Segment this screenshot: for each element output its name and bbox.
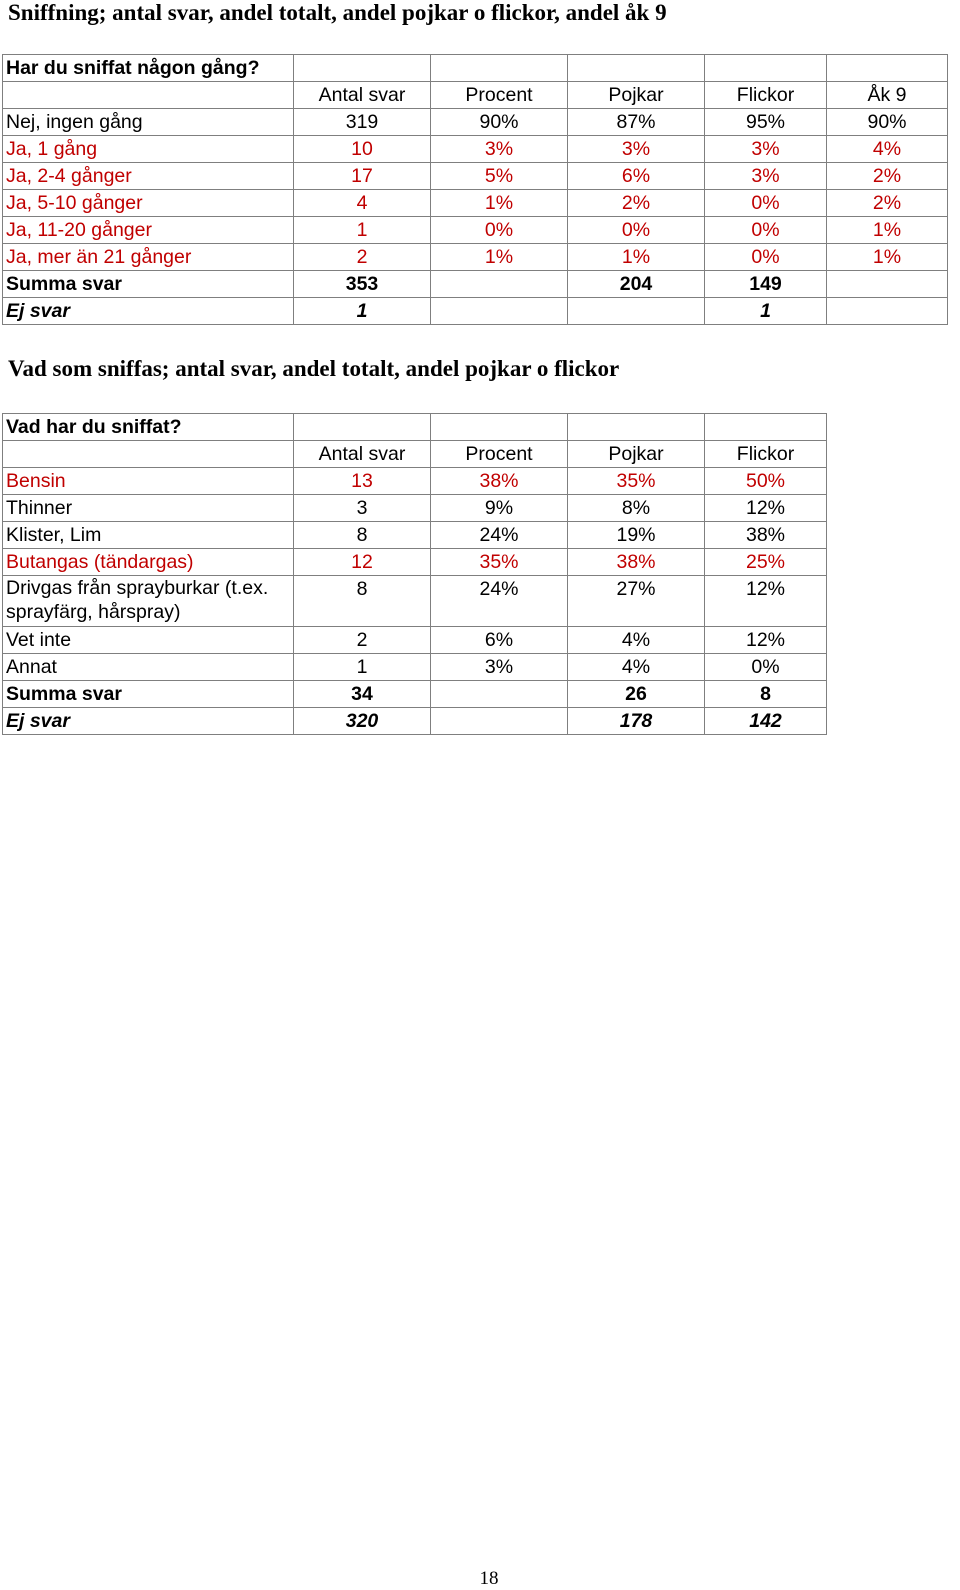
cell-pojkar: 27% bbox=[568, 576, 705, 627]
table-row bbox=[3, 136, 948, 163]
cell-pojkar: 204 bbox=[568, 271, 705, 298]
cell-ak9 bbox=[827, 271, 948, 298]
table2-title: Vad som sniffas; antal svar, andel totalt, andel pojkar o flickor bbox=[8, 356, 620, 381]
cell-procent: 24% bbox=[431, 522, 568, 549]
row-label: Ja, 2-4 gånger bbox=[3, 163, 294, 190]
row-label: Vet inte bbox=[3, 627, 294, 654]
row-label: Drivgas från sprayburkar (t.ex. sprayfärg, hårspray) bbox=[3, 576, 294, 627]
row-label: Annat bbox=[3, 654, 294, 681]
cell-pojkar: 38% bbox=[568, 549, 705, 576]
cell-antal: 320 bbox=[294, 708, 431, 735]
cell-pojkar: 4% bbox=[568, 654, 705, 681]
cell-procent: 3% bbox=[431, 654, 568, 681]
row-label: Ja, 1 gång bbox=[3, 136, 294, 163]
row-label: Ja, 11-20 gånger bbox=[3, 217, 294, 244]
table-row bbox=[3, 549, 827, 576]
cell-antal: 34 bbox=[294, 681, 431, 708]
cell-flickor: 3% bbox=[705, 136, 827, 163]
cell-antal: 4 bbox=[294, 190, 431, 217]
table-row bbox=[3, 109, 948, 136]
cell-antal: 319 bbox=[294, 109, 431, 136]
cell-flickor: 38% bbox=[705, 522, 827, 549]
cell-antal: 2 bbox=[294, 244, 431, 271]
cell-pojkar: 19% bbox=[568, 522, 705, 549]
cell-antal: 3 bbox=[294, 495, 431, 522]
row-label: Thinner bbox=[3, 495, 294, 522]
column-header: Antal svar bbox=[294, 82, 431, 109]
ejsvar-row bbox=[3, 708, 827, 735]
cell-flickor: 12% bbox=[705, 576, 827, 627]
cell-ak9: 2% bbox=[827, 163, 948, 190]
cell-procent: 1% bbox=[431, 190, 568, 217]
row-label: Summa svar bbox=[3, 681, 294, 708]
cell-flickor: 142 bbox=[705, 708, 827, 735]
row-label: Ej svar bbox=[3, 298, 294, 325]
cell-pojkar: 1% bbox=[568, 244, 705, 271]
row-label: Ja, mer än 21 gånger bbox=[3, 244, 294, 271]
cell-pojkar: 26 bbox=[568, 681, 705, 708]
column-header: Antal svar bbox=[294, 441, 431, 468]
row-label: Butangas (tändargas) bbox=[3, 549, 294, 576]
cell-antal: 8 bbox=[294, 522, 431, 549]
cell-pojkar: 3% bbox=[568, 136, 705, 163]
cell-flickor: 50% bbox=[705, 468, 827, 495]
cell-procent: 9% bbox=[431, 495, 568, 522]
sniffing-frequency-table bbox=[2, 54, 948, 325]
cell-procent bbox=[431, 271, 568, 298]
row-label: Ej svar bbox=[3, 708, 294, 735]
cell-antal: 1 bbox=[294, 654, 431, 681]
cell-ak9: 1% bbox=[827, 244, 948, 271]
header-row bbox=[3, 441, 827, 468]
cell-ak9: 4% bbox=[827, 136, 948, 163]
cell-antal: 353 bbox=[294, 271, 431, 298]
row-label: Klister, Lim bbox=[3, 522, 294, 549]
cell-procent: 24% bbox=[431, 576, 568, 627]
table-row bbox=[3, 468, 827, 495]
cell-ak9: 2% bbox=[827, 190, 948, 217]
column-header: Flickor bbox=[705, 82, 827, 109]
row-label: Nej, ingen gång bbox=[3, 109, 294, 136]
question-row bbox=[3, 55, 948, 82]
summa-row bbox=[3, 681, 827, 708]
cell-procent: 6% bbox=[431, 627, 568, 654]
page-number: 18 bbox=[479, 1568, 499, 1589]
cell-ak9: 90% bbox=[827, 109, 948, 136]
cell-flickor: 0% bbox=[705, 217, 827, 244]
table-row bbox=[3, 627, 827, 654]
cell-pojkar: 8% bbox=[568, 495, 705, 522]
column-header: Åk 9 bbox=[827, 82, 948, 109]
cell-antal: 1 bbox=[294, 217, 431, 244]
header-row bbox=[3, 82, 948, 109]
cell-procent: 3% bbox=[431, 136, 568, 163]
cell-procent: 35% bbox=[431, 549, 568, 576]
question-row bbox=[3, 414, 827, 441]
cell-flickor: 8 bbox=[705, 681, 827, 708]
cell-procent: 1% bbox=[431, 244, 568, 271]
ejsvar-row bbox=[3, 298, 948, 325]
row-label: Summa svar bbox=[3, 271, 294, 298]
table-row bbox=[3, 163, 948, 190]
cell-flickor: 3% bbox=[705, 163, 827, 190]
cell-ak9 bbox=[827, 298, 948, 325]
cell-flickor: 12% bbox=[705, 495, 827, 522]
cell-procent: 0% bbox=[431, 217, 568, 244]
cell-flickor: 25% bbox=[705, 549, 827, 576]
question-label: Har du sniffat någon gång? bbox=[3, 55, 294, 82]
sniffed-substance-table bbox=[2, 413, 827, 735]
summa-row bbox=[3, 271, 948, 298]
cell-procent bbox=[431, 708, 568, 735]
table1-title: Sniffning; antal svar, andel totalt, andel pojkar o flickor, andel åk 9 bbox=[8, 0, 667, 25]
table-row bbox=[3, 654, 827, 681]
table-row bbox=[3, 522, 827, 549]
cell-flickor: 149 bbox=[705, 271, 827, 298]
column-header: Pojkar bbox=[568, 441, 705, 468]
cell-procent bbox=[431, 298, 568, 325]
cell-antal: 13 bbox=[294, 468, 431, 495]
table-row bbox=[3, 244, 948, 271]
cell-pojkar bbox=[568, 298, 705, 325]
column-header: Pojkar bbox=[568, 82, 705, 109]
table-row bbox=[3, 495, 827, 522]
row-label: Bensin bbox=[3, 468, 294, 495]
table-row bbox=[3, 190, 948, 217]
cell-flickor: 0% bbox=[705, 654, 827, 681]
cell-flickor: 0% bbox=[705, 244, 827, 271]
column-header: Flickor bbox=[705, 441, 827, 468]
cell-antal: 10 bbox=[294, 136, 431, 163]
cell-ak9: 1% bbox=[827, 217, 948, 244]
cell-pojkar: 0% bbox=[568, 217, 705, 244]
cell-procent bbox=[431, 681, 568, 708]
cell-antal: 8 bbox=[294, 576, 431, 627]
table-row bbox=[3, 576, 827, 627]
cell-flickor: 1 bbox=[705, 298, 827, 325]
cell-antal: 17 bbox=[294, 163, 431, 190]
cell-procent: 38% bbox=[431, 468, 568, 495]
question-label: Vad har du sniffat? bbox=[3, 414, 294, 441]
cell-flickor: 12% bbox=[705, 627, 827, 654]
cell-flickor: 95% bbox=[705, 109, 827, 136]
cell-antal: 12 bbox=[294, 549, 431, 576]
cell-procent: 5% bbox=[431, 163, 568, 190]
cell-flickor: 0% bbox=[705, 190, 827, 217]
cell-pojkar: 35% bbox=[568, 468, 705, 495]
cell-pojkar: 2% bbox=[568, 190, 705, 217]
row-label: Ja, 5-10 gånger bbox=[3, 190, 294, 217]
cell-antal: 1 bbox=[294, 298, 431, 325]
cell-pojkar: 4% bbox=[568, 627, 705, 654]
cell-pojkar: 87% bbox=[568, 109, 705, 136]
cell-pojkar: 178 bbox=[568, 708, 705, 735]
column-header: Procent bbox=[431, 82, 568, 109]
cell-procent: 90% bbox=[431, 109, 568, 136]
table-row bbox=[3, 217, 948, 244]
column-header: Procent bbox=[431, 441, 568, 468]
cell-antal: 2 bbox=[294, 627, 431, 654]
cell-pojkar: 6% bbox=[568, 163, 705, 190]
